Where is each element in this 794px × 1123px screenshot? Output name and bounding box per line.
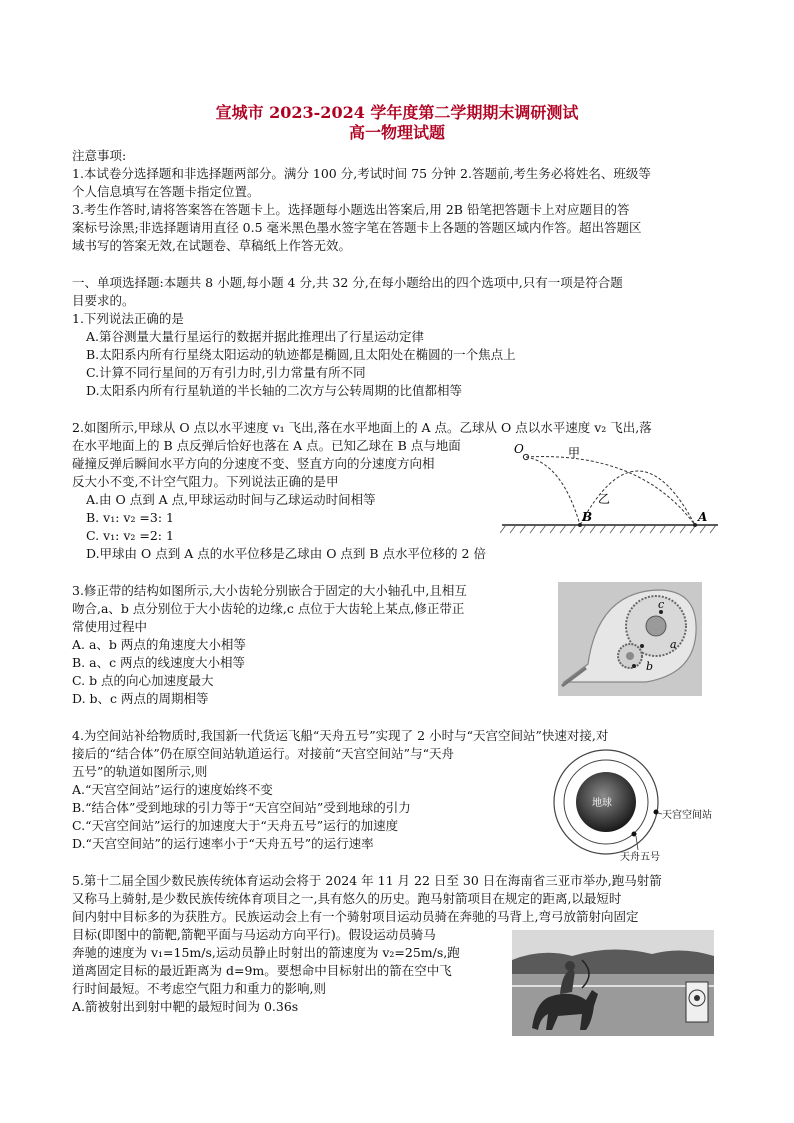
ground-hatching xyxy=(500,525,716,533)
option-c: C.计算不同行星间的万有引力时,引力常量有所不同 xyxy=(86,365,366,380)
question-stem: 五号”的轨道如图所示,则 xyxy=(72,764,208,779)
station-marker xyxy=(654,810,659,815)
point-a xyxy=(640,644,644,648)
notice-heading: 注意事项: xyxy=(72,148,127,163)
option-c: C. v₁: v₂ =2: 1 xyxy=(86,528,174,543)
label-o: O xyxy=(514,442,524,456)
question-stem: 奔驰的速度为 v₁=15m/s,运动员静止时射出的箭速度为 v₂=25m/s,跑 xyxy=(72,945,460,960)
trajectory-jia xyxy=(526,457,695,525)
question-stem: 又称马上骑射,是少数民族传统体育项目之一,具有悠久的历史。跑马射箭项目在规定的距离,以最短时 xyxy=(72,891,622,906)
option-d: D.甲球由 O 点到 A 点的水平位移是乙球由 O 点到 B 点水平位移的 2 倍 xyxy=(86,546,486,561)
label-c: c xyxy=(658,598,665,611)
question-stem: 在水平地面上的 B 点反弹后恰好也落在 A 点。已知乙球在 B 点与地面 xyxy=(72,438,461,453)
question-stem: 目标(即图中的箭靶,箭靶平面与马运动方向平行)。假设运动员骑马 xyxy=(72,927,436,942)
section-heading: 目要求的。 xyxy=(72,293,135,308)
option-b: B. v₁: v₂ =3: 1 xyxy=(86,510,175,525)
option-a: A.箭被射出到射中靶的最短时间为 0.36s xyxy=(72,999,299,1014)
large-gear-hub xyxy=(646,616,666,636)
option-c: C. b 点的向心加速度最大 xyxy=(72,673,214,688)
question-stem: 4.为空间站补给物质时,我国新一代货运飞船“天舟五号”实现了 2 小时与“天宫空间站”快速对接,对 xyxy=(72,728,609,743)
notice-line: 3.考生作答时,请将答案答在答题卡上。选择题每小题选出答案后,用 2B 铅笔把答题卡上对应题目的答 xyxy=(72,202,630,217)
section-heading: 一、单项选择题:本题共 8 小题,每小题 4 分,共 32 分,在每小题给出的四个选项中,只有一项是符合题 xyxy=(72,275,623,290)
photo-trees xyxy=(512,949,714,974)
question-stem: 5.第十二届全国少数民族传统体育运动会将于 2024 年 11 月 22 日至 30 日在海南省三亚市举办,跑马射箭 xyxy=(72,873,662,888)
question-stem: 间内射中目标多的为获胜方。民族运动会上有一个骑射项目运动员骑在奔驰的马背上,弯弓放箭射向固定 xyxy=(72,909,639,924)
question-stem: 常使用过程中 xyxy=(72,619,148,634)
small-gear-hub xyxy=(626,652,634,660)
option-a: A. a、b 两点的角速度大小相等 xyxy=(72,637,246,652)
option-d: D. b、c 两点的周期相等 xyxy=(72,691,209,706)
horseback-archery-photo xyxy=(512,930,714,1036)
target-center xyxy=(694,995,700,1001)
notice-line: 个人信息填写在答题卡指定位置。 xyxy=(72,184,260,199)
question-stem: 1.下列说法正确的是 xyxy=(72,311,184,326)
notice-line: 域书写的答案无效,在试题卷、草稿纸上作答无效。 xyxy=(72,238,351,253)
point-a xyxy=(693,523,697,527)
option-b: B.“结合体”受到地球的引力等于“天宫空间站”受到地球的引力 xyxy=(72,800,411,815)
question-stem: 行时间最短。不考虑空气阻力和重力的影响,则 xyxy=(72,981,326,996)
label-b: B xyxy=(582,510,593,524)
option-c: C.“天宫空间站”运行的加速度大于“天舟五号”运行的加速度 xyxy=(72,818,399,833)
label-station: 天宫空间站 xyxy=(662,810,712,821)
exam-subtitle: 高一物理试题 xyxy=(348,123,445,142)
trajectory-yi-fall xyxy=(526,457,580,525)
rider-head xyxy=(565,961,575,971)
label-jia: 甲 xyxy=(568,446,581,460)
option-d: D.太阳系内所有行星轨道的半长轴的二次方与公转周期的比值都相等 xyxy=(86,383,463,398)
notice-line: 1.本试卷分选择题和非选择题两部分。满分 100 分,考试时间 75 分钟 2.答题前,考生务必将姓名、班级等 xyxy=(72,166,651,181)
label-a: A xyxy=(698,510,708,524)
option-a: A.“天宫空间站”运行的速度始终不变 xyxy=(72,782,273,797)
question-stem: 吻合,a、b 点分别位于大小齿轮的边缘,c 点位于大齿轮上某点,修正带正 xyxy=(72,601,465,616)
question-stem: 反大小不变,不计空气阻力。下列说法正确的是甲 xyxy=(72,474,339,489)
question-stem: 3.修正带的结构如图所示,大小齿轮分别嵌合于固定的大小轴孔中,且相互 xyxy=(72,583,467,598)
projectile-diagram xyxy=(500,437,720,537)
question-stem: 道离固定目标的最近距离为 d=9m。要想命中目标射出的箭在空中飞 xyxy=(72,963,452,978)
label-yi: 乙 xyxy=(598,492,611,506)
option-a: A.由 O 点到 A 点,甲球运动时间与乙球运动时间相等 xyxy=(86,492,376,507)
target-board xyxy=(686,982,708,1022)
question-stem: 接后的“结合体”仍在原空间站轨道运行。对接前“天宫空间站”与“天舟 xyxy=(72,746,454,761)
notice-line: 案标号涂黑;非选择题请用直径 0.5 毫米黑色墨水签字笔在答题卡上各题的答题区域内作答。超出答题区 xyxy=(72,220,642,235)
option-d: D.“天宫空间站”的运行速率小于“天舟五号”的运行速率 xyxy=(72,836,374,851)
option-a: A.第谷测量大量行星运行的数据并据此推理出了行星运动定律 xyxy=(86,329,425,344)
correction-tape-photo xyxy=(558,582,702,696)
label-earth: 地球 xyxy=(592,798,612,809)
question-stem: 2.如图所示,甲球从 O 点以水平速度 v₁ 飞出,落在水平地面上的 A 点。乙球从 O 点以水平速度 v₂ 飞出,落 xyxy=(72,420,652,435)
label-b: b xyxy=(646,660,654,673)
label-ship: 天舟五号 xyxy=(620,852,660,862)
option-b: B. a、c 两点的线速度大小相等 xyxy=(72,655,246,670)
orbit-diagram xyxy=(552,746,732,862)
exam-title: 宣城市 2023-2024 学年度第二学期期末调研测试 xyxy=(215,103,579,122)
ship-marker xyxy=(632,832,637,837)
question-stem: 碰撞反弹后瞬间水平方向的分速度不变、竖直方向的分速度方向相 xyxy=(72,456,435,471)
option-b: B.太阳系内所有行星绕太阳运动的轨迹都是椭圆,且太阳处在椭圆的一个焦点上 xyxy=(86,347,516,362)
label-a: a xyxy=(670,638,677,651)
point-b xyxy=(632,664,636,668)
